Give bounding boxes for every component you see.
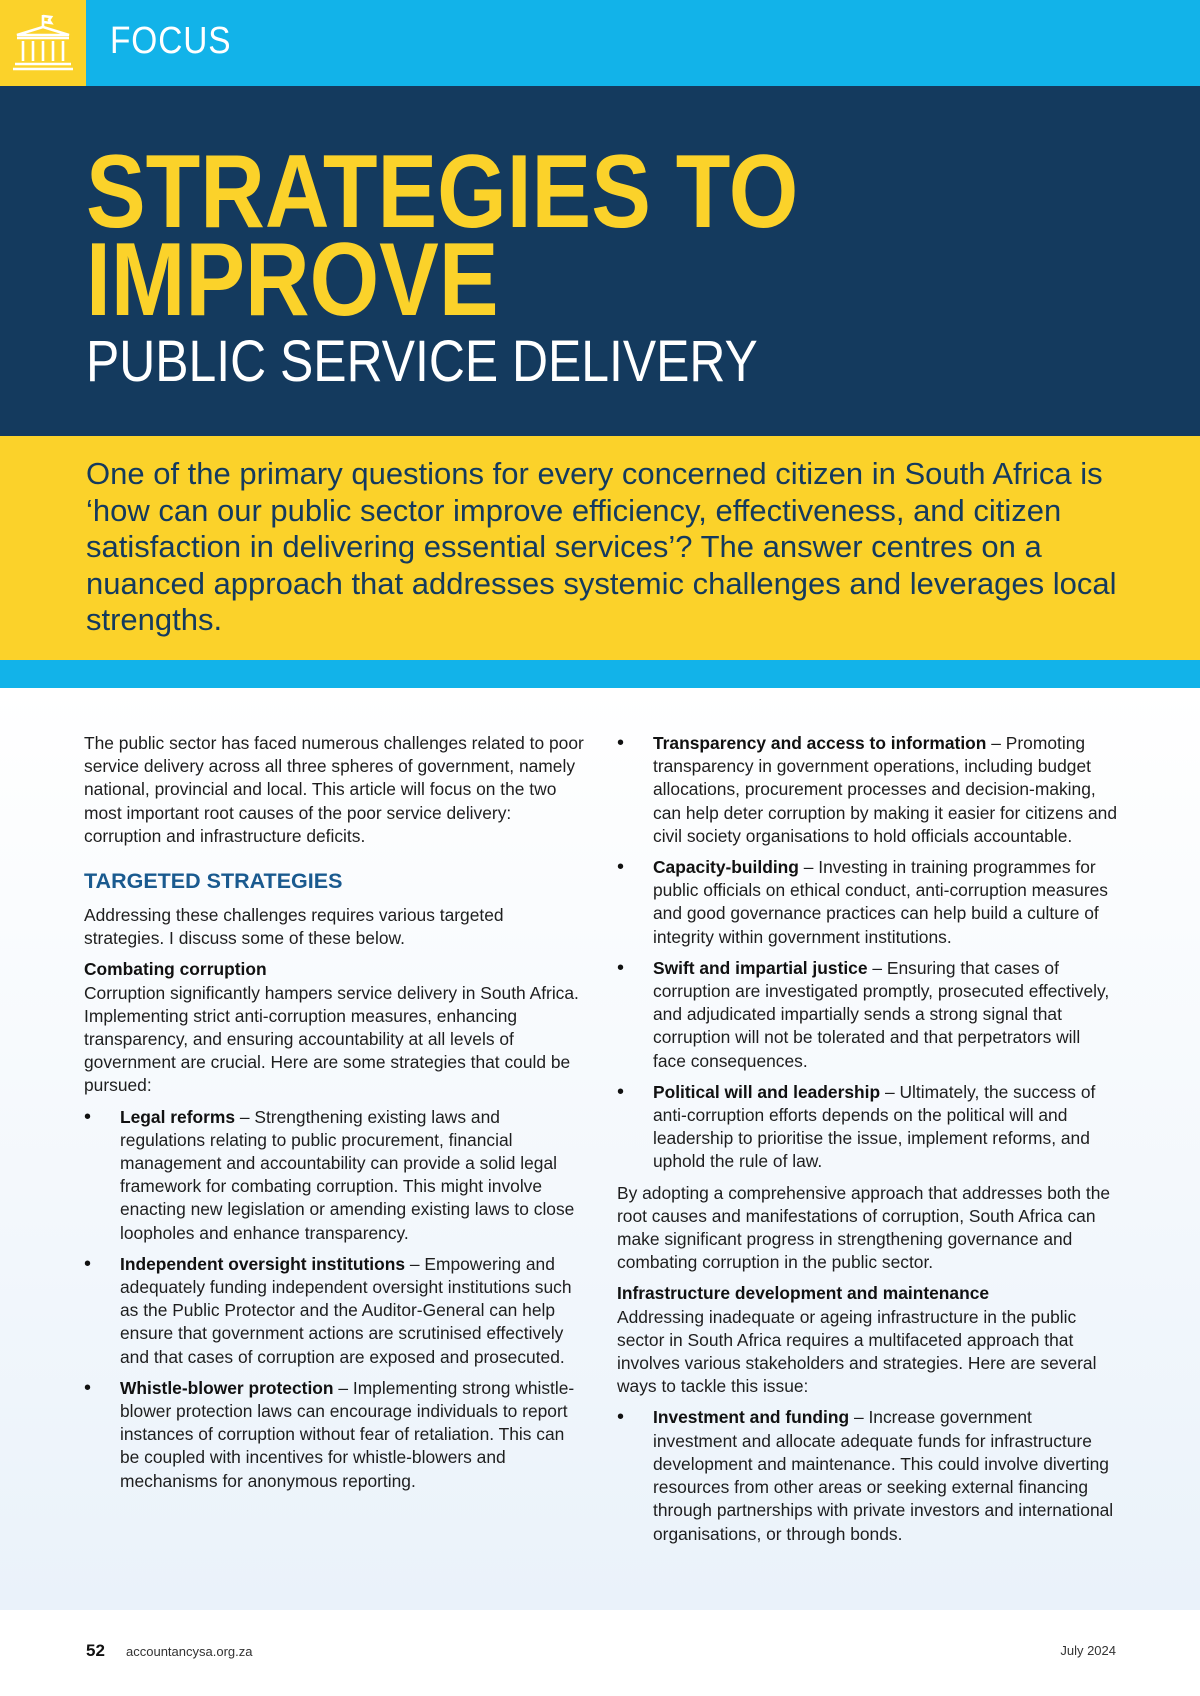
bullet-term: Transparency and access to information	[653, 733, 987, 753]
subheading: Combating corruption	[84, 959, 267, 980]
top-bar	[0, 0, 1200, 86]
article-subtitle: PUBLIC SERVICE DELIVERY	[86, 329, 758, 394]
list-item	[84, 1106, 584, 1245]
bullet-text: – Ultimately, the success of anti-corruption efforts depends on the political will and leadership to prioritise the issue, implement reforms, and uphold the rule of law.	[653, 1081, 1096, 1172]
paragraph: The public sector has faced numerous challenges related to poor service delivery across all three spheres of government, namely national, provincial and local. This article will focus on the two most important root causes of the poor service delivery: corruption and infrastructure deficits.	[84, 733, 584, 846]
bullet-text: – Ensuring that cases of corruption are investigated promptly, prosecuted effectively, and adjudicated impartially sends a strong signal that corruption will not be tolerated and that perpetrators will face consequences.	[653, 957, 1110, 1071]
bullet-list	[617, 732, 1117, 1174]
paragraph: Addressing inadequate or ageing infrastructure in the public sector in South Africa requires a multifaceted approach that involves various stakeholders and strategies. Here are several ways to tackle this issue:	[617, 1306, 1097, 1397]
section-label: FOCUS	[110, 20, 232, 62]
section-logo	[0, 0, 86, 86]
list-item	[617, 1081, 1117, 1174]
bullet-term: Whistle-blower protection	[120, 1377, 334, 1398]
section-heading: TARGETED STRATEGIES	[84, 869, 343, 894]
paragraph: Corruption significantly hampers service delivery in South Africa. Implementing strict anti-corruption measures, enhancing transparency, and ensuring accountability at all levels of government are crucial. Here are some strategies that could be pursued:	[84, 982, 579, 1096]
list-item	[617, 732, 1117, 848]
list-item	[84, 1253, 584, 1369]
article-title	[86, 134, 799, 338]
hero-banner	[0, 86, 1200, 436]
right-column	[617, 732, 1117, 1554]
bullet-text: – Strengthening existing laws and regulations relating to public procurement, financial management and accountability can provide a solid legal framework for combating corruption. This might involve enacting new legislation or amending existing laws to close loopholes and enhance transparency.	[120, 1106, 575, 1243]
title-line-1: STRATEGIES TO	[86, 134, 799, 250]
list-item	[84, 1377, 584, 1493]
bullet-term: Investment and funding	[653, 1407, 850, 1428]
bullet-term: Legal reforms	[120, 1106, 236, 1127]
website-link[interactable]: accountancysa.org.za	[126, 1644, 253, 1659]
divider-stripe	[0, 660, 1200, 688]
subheading: Infrastructure development and maintenance	[617, 1283, 990, 1304]
bullet-term: Political will and leadership	[653, 1081, 881, 1102]
intro-text: One of the primary questions for every concerned citizen in South Africa is ‘how can our public sector improve efficiency, effectiveness, and citizen satisfaction in delivering essential services’? The answer centres on a nuanced approach that addresses systemic challenges and leverages local strengths.	[86, 456, 1117, 637]
government-building-icon	[11, 11, 75, 75]
bullet-term: Swift and impartial justice	[653, 957, 868, 978]
bullet-text: – Investing in training programmes for public officials on ethical conduct, anti-corruption measures and good governance practices can help build a culture of integrity within government institutions.	[653, 857, 1108, 947]
bullet-text: – Implementing strong whistle-blower protection laws can encourage individuals to report instances of corruption without fear of retaliation. This can be coupled with incentives for whistle-blowers and mechanisms for anonymous reporting.	[120, 1377, 575, 1491]
article-body	[0, 688, 1200, 1610]
paragraph: Addressing these challenges requires various targeted strategies. I discuss some of these below.	[84, 905, 504, 949]
left-column	[84, 732, 584, 1501]
bullet-list	[84, 1106, 584, 1493]
bullet-text: – Empowering and adequately funding independent oversight institutions such as the Public Protector and the Auditor-General can help ensure that government actions are scrutinised effectively and that cases of corruption are exposed and prosecuted.	[120, 1253, 572, 1367]
title-line-2: IMPROVE	[86, 222, 499, 338]
bullet-term: Capacity-building	[653, 857, 799, 878]
page-footer	[0, 1610, 1200, 1696]
bullet-list	[617, 1406, 1117, 1545]
paragraph: By adopting a comprehensive approach that addresses both the root causes and manifestations of corruption, South Africa can make significant progress in strengthening governance and combating corruption in the public sector.	[617, 1182, 1111, 1273]
list-item	[617, 957, 1117, 1073]
bullet-text: – Increase government investment and allocate adequate funds for infrastructure development and maintenance. This could involve diverting resources from other areas or seeking external financing through partnerships with private investors and international organisations, or through bonds.	[653, 1407, 1114, 1544]
list-item	[617, 1406, 1117, 1545]
intro-panel	[0, 436, 1200, 660]
issue-date: July 2024	[1060, 1643, 1116, 1658]
bullet-term: Independent oversight institutions	[120, 1253, 406, 1274]
page-number: 52	[86, 1641, 105, 1660]
list-item	[617, 856, 1117, 949]
bullet-text: – Promoting transparency in government operations, including budget allocations, procurement processes and decision-making, can help deter corruption by making it easier for citizens and civil society organisations to hold officials accountable.	[653, 733, 1117, 846]
